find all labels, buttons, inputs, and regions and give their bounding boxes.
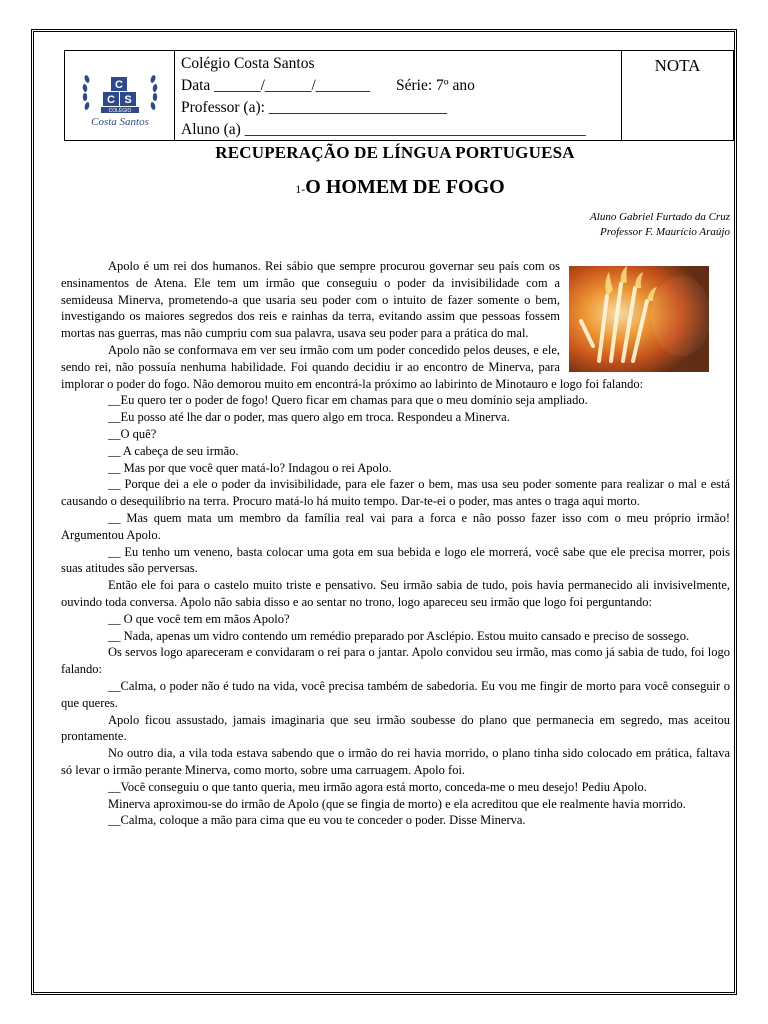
credit-teacher: Professor F. Maurício Araújo [600,226,730,238]
story-paragraph: Apolo ficou assustado, jamais imaginaria que seu irmão soubesse do plano que permanecia em segredo, mas aceitou prontamente. [61,712,730,744]
story-paragraph: Minerva aproximou-se do irmão de Apolo (que se fingia de morto) e ela acreditou que ele realmente havia morrido. [108,796,686,811]
logo-ribbon: COLÉGIO [108,108,132,114]
story-title-text: O HOMEM DE FOGO [305,176,505,198]
nota-cell: NOTA [654,56,701,75]
story-paragraph: __ Mas por que você quer matá-lo? Indagou o rei Apolo. [108,460,392,475]
story-paragraph: __O quê? [108,426,157,441]
story-body [61,258,730,829]
student-field: Aluno (a) ____________________________________________ [181,121,586,138]
credits [590,210,730,240]
story-paragraph: __ Porque dei a ele o poder da invisibilidade, para ele fazer o bem, mas usa seu poder somente para realizar o mal e está causando o desequilíbrio na terra. Procuro matá-lo há muito tempo. Dar-te-ei o poder, mas antes o traga aqui morto. [61,477,730,509]
story-paragraph: __ O que você tem em mãos Apolo? [108,611,290,626]
story-paragraph: Apolo não se conformava em ver seu irmão com um poder concedido pelos deuses, e ele, sendo rei, não possuía nenhuma habilidade. Foi quando decidiu ir ao encontro de Minerva, para implorar o poder do fogo. Não demorou muito em encontrá-la próximo ao labirinto de Minotauro e logo foi falando: [61,342,644,391]
serie-label: Série: 7º ano [396,77,475,94]
story-paragraph: __ Nada, apenas um vidro contendo um remédio preparado por Asclépio. Estou muito cansado e preciso de sossego. [108,628,690,643]
credit-student: Aluno Gabriel Furtado da Cruz [590,211,730,223]
story-paragraph: __Calma, coloque a mão para cima que eu vou te conceder o poder. Disse Minerva. [108,813,526,828]
header-table [64,50,734,141]
date-field: Data ______/______/_______ [181,77,370,94]
laurel-logo-icon [81,69,159,131]
story-paragraph: __Calma, o poder não é tudo na vida, você precisa também de sabedoria. Eu vou me fingir de morto para você conseguir o que queres. [61,678,730,710]
image-spacer [560,258,730,370]
story-paragraph: Apolo é um rei dos humanos. Rei sábio que sempre procurou governar seu país com os ensinamentos de Atena. Ele tem um irmão que conseguiu o poder da invisibilidade com a semideusa Minerva, prometendo-a que usaria seu poder com o intuito de fazer somente o bem, investigando os maiores segredos dos reis e rainhas da terra, evitando assim que pessoas fossem mortas nas guerras, mas não cumpriu com sua palavra, usava seu poder para a prática do mal. [61,259,560,341]
story-paragraph: __ Mas quem mata um membro da família real vai para a forca e não posso fazer isso com o meu próprio irmão! Argumentou Apolo. [61,510,730,542]
story-paragraph: Os servos logo apareceram e convidaram o rei para o jantar. Apolo convidou seu irmão, mas como já sabia de tudo, foi logo falando: [61,645,730,677]
exam-title: RECUPERAÇÃO DE LÍNGUA PORTUGUESA [215,143,575,162]
story-title [0,176,768,199]
story-paragraph: __Você conseguiu o que tanto queria, meu irmão agora está morto, conceda-me o meu desejo! Pediu Apolo. [108,779,647,794]
logo-letter: S [124,94,132,106]
date-serie-line [181,75,621,97]
logo-letter: C [115,79,123,91]
story-number: 1- [295,182,306,196]
story-paragraph: Então ele foi para o castelo muito triste e pensativo. Seu irmão sabia de tudo, pois havia permanecido ali invisivelmente, ouvindo toda conversa. Apolo não sabia disso e ao sentar no trono, logo apareceu seu irmão que logo foi perguntando: [61,578,730,609]
logo-cell [65,51,175,140]
header-info-cell [175,51,622,140]
logo-letter: C [107,94,115,106]
story-paragraph: __Eu quero ter o poder de fogo! Quero ficar em chamas para que o meu domínio seja ampliado. [108,393,588,408]
logo-script-name: Costa Santos [91,116,149,128]
story-paragraph: No outro dia, a vila toda estava sabendo que o irmão do rei havia morrido, o plano tinha sido colocado em prática, faltava só levar o irmão perante Minerva, como morto, sobre uma carruagem. Apolo foi. [61,746,730,777]
school-name: Colégio Costa Santos [181,55,315,72]
teacher-field: Professor (a): _______________________ [181,99,448,116]
story-paragraph: __ A cabeça de seu irmão. [108,443,239,458]
story-paragraph: __ Eu tenho um veneno, basta colocar uma gota em sua bebida e logo ele morrerá, você sabe que ele precisa morrer, pois suas atitudes são perversas. [61,544,730,576]
story-paragraph: __Eu posso até lhe dar o poder, mas quero algo em troca. Respondeu a Minerva. [108,410,510,425]
